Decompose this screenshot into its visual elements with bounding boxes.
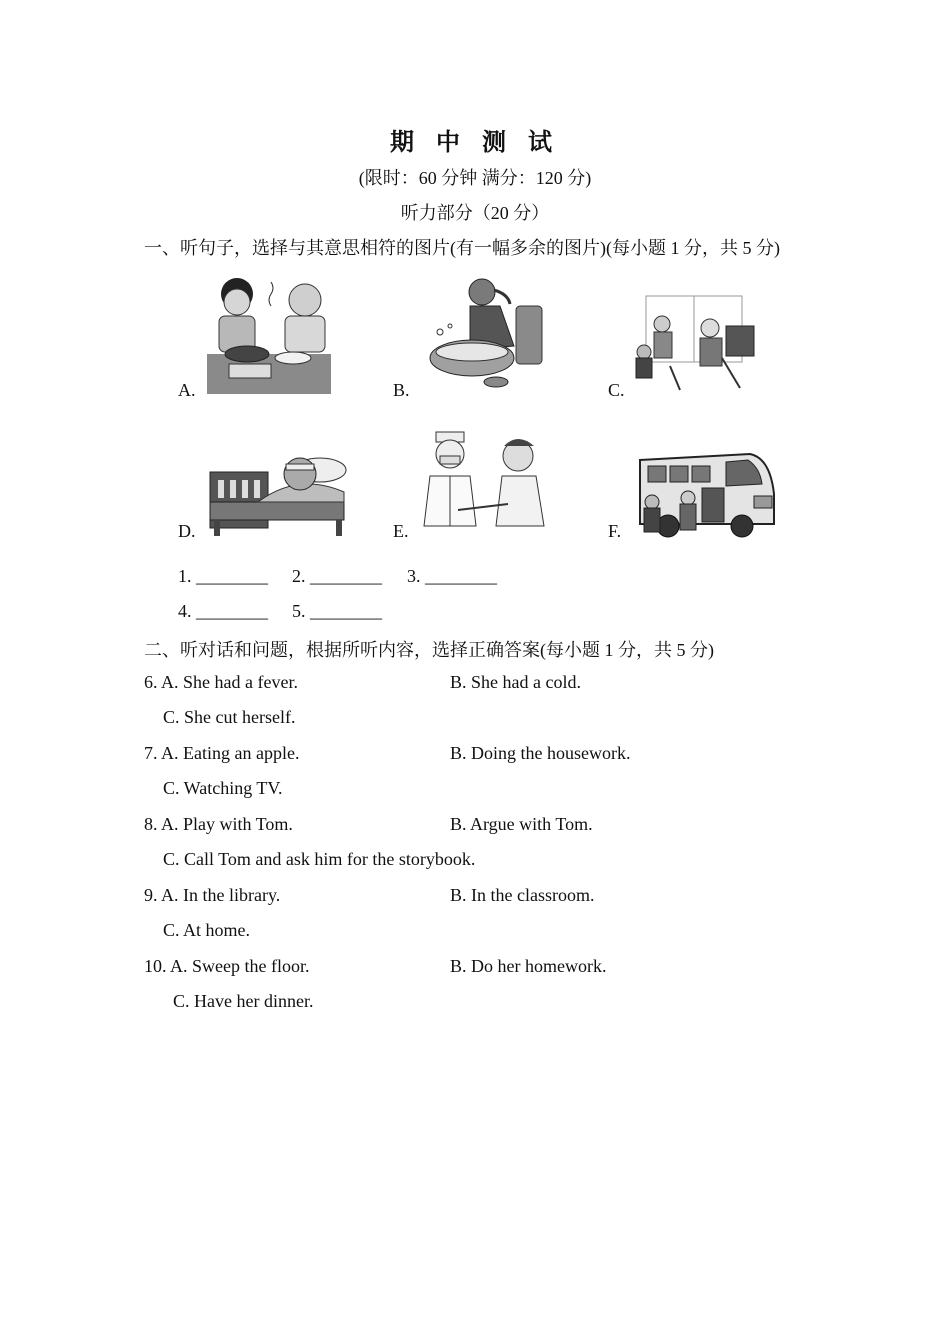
- picture-f-label: F.: [608, 521, 622, 541]
- question-7-option-c: C. Watching TV.: [163, 778, 283, 798]
- question-6-option-a: 6. A. She had a fever.: [144, 672, 298, 692]
- cooking-boys-icon: [205, 272, 335, 397]
- question-8-option-c: C. Call Tom and ask him for the storybook.: [163, 849, 476, 869]
- school-bus-icon: [630, 440, 780, 540]
- question-8-option-a: 8. A. Play with Tom.: [144, 814, 293, 834]
- picture-e-label: E.: [393, 521, 409, 541]
- question-10-option-b: B. Do her homework.: [450, 956, 607, 976]
- picture-c-label: C.: [608, 380, 625, 400]
- section2-heading: 二、听对话和问题，根据所听内容，选择正确答案(每小题 1 分，共 5 分): [144, 640, 714, 660]
- picture-d-label: D.: [178, 521, 196, 541]
- section1-heading: 一、听句子，选择与其意思相符的图片(有一幅多余的图片)(每小题 1 分，共 5 分): [144, 238, 780, 258]
- question-6-option-b: B. She had a cold.: [450, 672, 581, 692]
- doctor-patient-icon: [418, 430, 558, 530]
- question-9-option-b: B. In the classroom.: [450, 885, 595, 905]
- sick-in-bed-icon: [208, 440, 353, 538]
- question-9-option-a: 9. A. In the library.: [144, 885, 281, 905]
- girl-washing-clothes-icon: [420, 272, 550, 397]
- answer-blank-4: 4. ________: [178, 601, 268, 621]
- answer-blank-1: 1. ________: [178, 566, 268, 586]
- question-9-option-c: C. At home.: [163, 920, 251, 940]
- question-10-option-c: C. Have her dinner.: [173, 991, 314, 1011]
- exam-time-info: (限时：60 分钟 满分：120 分): [358, 168, 592, 188]
- answer-blank-5: 5. ________: [292, 601, 382, 621]
- picture-a-label: A.: [178, 380, 196, 400]
- page-title: 期 中 测 试: [390, 130, 560, 156]
- family-cleaning-icon: [630, 294, 760, 394]
- question-8-option-b: B. Argue with Tom.: [450, 814, 593, 834]
- question-6-option-c: C. She cut herself.: [163, 707, 296, 727]
- question-7-option-a: 7. A. Eating an apple.: [144, 743, 300, 763]
- answer-blank-2: 2. ________: [292, 566, 382, 586]
- listening-part-heading: 听力部分（20 分）: [400, 203, 550, 223]
- question-7-option-b: B. Doing the housework.: [450, 743, 631, 763]
- question-10-option-a: 10. A. Sweep the floor.: [144, 956, 310, 976]
- answer-blank-3: 3. ________: [407, 566, 497, 586]
- picture-b-label: B.: [393, 380, 410, 400]
